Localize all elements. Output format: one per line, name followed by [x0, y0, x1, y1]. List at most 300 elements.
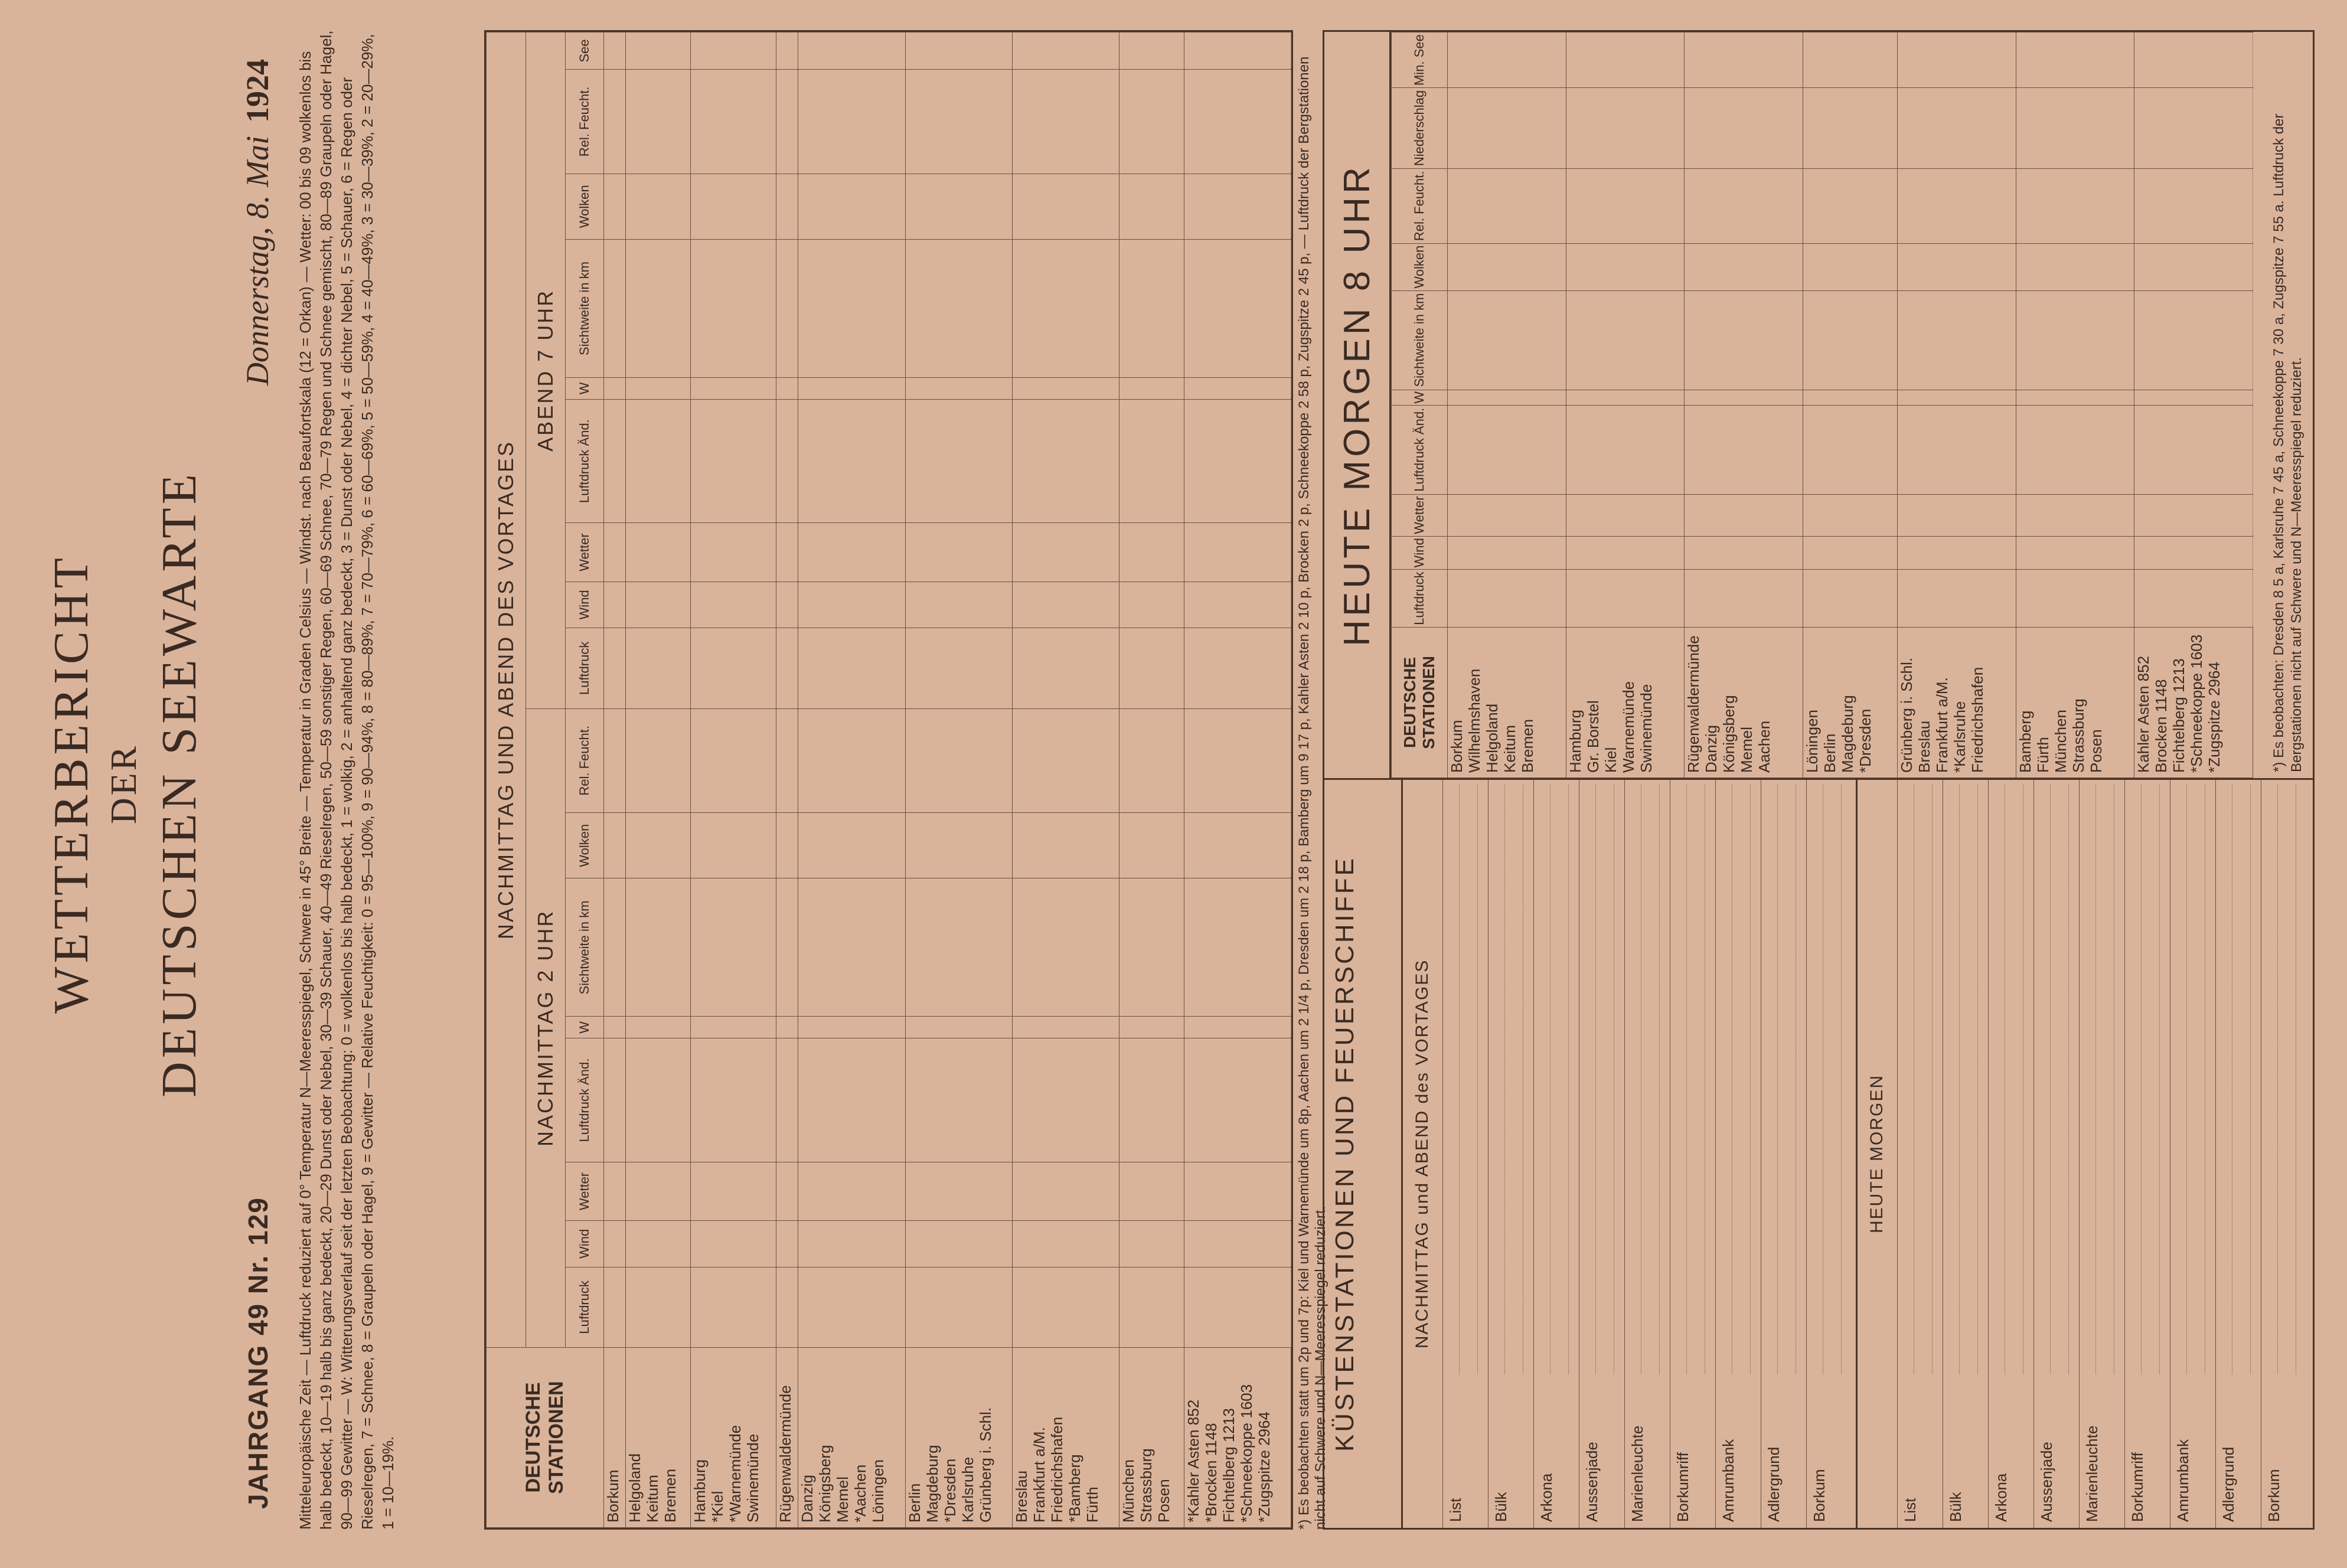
entry-line [2141, 785, 2142, 1374]
data-cell [604, 1162, 626, 1220]
morning-data-cell [1448, 570, 1566, 628]
station-name: Königsberg [816, 1445, 834, 1523]
station-name: Memel [834, 1476, 852, 1523]
morning-data-cell [1898, 536, 2016, 570]
entry-line [1459, 785, 1460, 1374]
morning-data-cell [1448, 243, 1566, 290]
data-cell [1012, 708, 1119, 812]
title-line-1: WETTERBERICHT [44, 554, 99, 1014]
data-cell [604, 1220, 626, 1267]
data-cell [798, 1038, 905, 1162]
coastal-station-name: Aussenjade [1583, 1442, 1601, 1522]
morning-station-name: Helgoland [1483, 703, 1501, 773]
data-cell [690, 582, 776, 628]
morning-stations-header: DEUTSCHE STATIONEN [1392, 628, 1448, 778]
entry-line [1777, 785, 1778, 1374]
data-cell [604, 523, 626, 582]
station-name: *Brocken 1148 [1202, 1423, 1220, 1523]
top-table [484, 30, 1293, 1530]
data-cell [604, 1017, 626, 1038]
station-name: Karlsruhe [958, 1456, 977, 1523]
morning-data-cell [1685, 536, 1803, 570]
station-name: *Zugspitze 2964 [1255, 1412, 1273, 1523]
morning-col-header: Rel. Feucht. [1392, 168, 1448, 243]
morning-data-cell [1685, 494, 1803, 536]
morning-data-cell [1448, 168, 1566, 243]
morning-data-cell [1898, 494, 2016, 536]
stations-header: DEUTSCHE STATIONEN [487, 1348, 604, 1528]
data-cell [776, 582, 798, 628]
morning-data-cell [1448, 536, 1566, 570]
data-cell [776, 70, 798, 174]
morning-station-name: Berlin [1820, 733, 1839, 773]
morning-data-cell [1803, 290, 1898, 390]
data-cell [1119, 239, 1184, 377]
morning-data-cell [2016, 243, 2134, 290]
data-cell [1119, 1267, 1184, 1347]
data-cell [626, 70, 690, 174]
station-group-names [776, 1348, 798, 1528]
station-group-names [1012, 1348, 1119, 1528]
data-cell [690, 70, 776, 174]
data-cell [1012, 878, 1119, 1017]
coastal-station-name: List [1901, 1498, 1919, 1522]
data-cell [1012, 1267, 1119, 1347]
data-cell [776, 399, 798, 523]
morning-data-cell [2016, 290, 2134, 390]
data-cell [905, 1267, 1012, 1347]
data-cell [905, 239, 1012, 377]
morning-data-cell [1448, 405, 1566, 494]
coastal-station-name: Marienleuchte [1628, 1425, 1646, 1522]
data-cell [776, 813, 798, 878]
data-cell [1119, 523, 1184, 582]
coastal-row [2124, 780, 2170, 1528]
col-header-eve-4: W [566, 378, 604, 400]
data-cell [604, 628, 626, 708]
coastal-row [2215, 780, 2261, 1528]
data-cell [1184, 70, 1291, 174]
data-cell [1012, 70, 1119, 174]
coastal-row [1897, 780, 1943, 1528]
col-header-aft-2: Wetter [566, 1162, 604, 1220]
data-cell [798, 628, 905, 708]
morning-group-row [1803, 32, 1898, 778]
data-cell [604, 1267, 626, 1347]
data-cell [905, 399, 1012, 523]
coastal-station-name: Adlergrund [1765, 1446, 1783, 1522]
morning-station-name: Breslau [1915, 720, 1934, 773]
station-name: Rügenwaldermünde [776, 1385, 794, 1523]
entry-line [2068, 785, 2069, 1374]
data-cell [905, 1220, 1012, 1267]
evening-header: ABEND 7 UHR [526, 32, 566, 709]
morning-data-cell [1803, 405, 1898, 494]
station-name: Breslau [1012, 1470, 1030, 1523]
data-cell [798, 1267, 905, 1347]
data-cell [776, 1267, 798, 1347]
entry-line [2159, 785, 2160, 1374]
data-cell [1012, 1162, 1119, 1220]
morning-data-cell [1566, 290, 1685, 390]
station-group-row [798, 32, 905, 1528]
coastal-station-name: Bülk [1947, 1492, 1964, 1522]
data-cell [604, 582, 626, 628]
data-cell [690, 174, 776, 239]
station-group-names [604, 1348, 626, 1528]
data-cell [1012, 1017, 1119, 1038]
morning-station-name: München [2051, 710, 2069, 773]
data-cell [798, 878, 905, 1017]
morning-data-cell [2016, 88, 2134, 169]
morning-station-name: Kahler Asten 852 [2134, 655, 2153, 773]
morning-data-cell [2134, 570, 2253, 628]
coastal-row [2079, 780, 2125, 1528]
morning-station-name: Warnemünde [1619, 681, 1637, 773]
morning-data-cell [1898, 290, 2016, 390]
station-name: *Dresden [941, 1458, 959, 1523]
data-cell [1119, 378, 1184, 400]
afternoon-evening-table [486, 32, 1291, 1528]
data-cell [905, 1162, 1012, 1220]
data-cell [905, 1038, 1012, 1162]
morning-data-cell [1448, 494, 1566, 536]
morning-station-name: Kiel [1601, 747, 1620, 773]
station-name: Magdeburg [923, 1445, 941, 1523]
data-cell [604, 174, 626, 239]
coastal-section-1-title: NACHMITTAG und ABEND des VORTAGES [1412, 959, 1432, 1349]
data-cell [690, 708, 776, 812]
data-cell [1119, 1220, 1184, 1267]
morning-station-name: Friedrichshafen [1969, 667, 1987, 773]
morning-station-name: Keitum [1501, 725, 1519, 773]
morning-data-cell [2134, 88, 2253, 169]
morning-station-name: Bamberg [2016, 710, 2034, 773]
station-group-row [604, 32, 626, 1528]
data-cell [905, 32, 1012, 70]
coastal-station-name: Adlergrund [2219, 1446, 2237, 1522]
data-cell [1119, 70, 1184, 174]
morning-data-cell [1898, 88, 2016, 169]
station-group-names [798, 1348, 905, 1528]
morning-station-name: Wilhelmshaven [1465, 668, 1483, 773]
data-cell [776, 1162, 798, 1220]
entry-line [1750, 785, 1751, 1374]
coastal-station-name: Borkum [1810, 1469, 1828, 1522]
morning-panel [1324, 32, 2313, 778]
data-cell [604, 399, 626, 523]
coastal-station-name: Bülk [1492, 1492, 1510, 1522]
morning-data-cell [2134, 390, 2253, 405]
data-cell [776, 1038, 798, 1162]
col-header-aft-5: Sichtweite in km [566, 878, 604, 1017]
entry-line [1477, 785, 1478, 1374]
data-cell [604, 70, 626, 174]
data-cell [776, 708, 798, 812]
data-cell [798, 239, 905, 377]
data-cell [626, 1038, 690, 1162]
morning-station-name: *Schneekoppe 1603 [2188, 634, 2206, 773]
data-cell [905, 813, 1012, 878]
morning-data-cell [1685, 390, 1803, 405]
data-cell [1012, 239, 1119, 377]
station-name: Löningen [869, 1459, 887, 1523]
morning-data-cell [1898, 32, 2016, 88]
morning-col-header: Niederschlag [1392, 88, 1448, 169]
station-name: *Kahler Asten 852 [1184, 1399, 1202, 1523]
data-cell [626, 878, 690, 1017]
morning-col-header: Luftdruck [1392, 570, 1448, 628]
data-cell [798, 582, 905, 628]
station-name: Strassburg [1137, 1448, 1155, 1523]
data-cell [690, 813, 776, 878]
morning-data-cell [2016, 494, 2134, 536]
data-cell [690, 878, 776, 1017]
station-group-row [690, 32, 776, 1528]
data-cell [905, 174, 1012, 239]
morning-station-name: Brocken 1148 [2152, 679, 2170, 773]
data-cell [1012, 582, 1119, 628]
morning-station-name: Borkum [1448, 720, 1465, 773]
data-cell [776, 239, 798, 377]
morning-data-cell [1448, 390, 1566, 405]
data-cell [905, 70, 1012, 174]
morning-station-name: *Dresden [1856, 708, 1874, 773]
entry-line [1959, 785, 1960, 1374]
morning-data-cell [2134, 243, 2253, 290]
morning-data-cell [1803, 168, 1898, 243]
data-cell [1012, 399, 1119, 523]
morning-data-cell [2016, 32, 2134, 88]
morning-data-cell [1898, 390, 2016, 405]
data-cell [1184, 1038, 1291, 1162]
top-table-body [604, 32, 1291, 1528]
data-cell [604, 1038, 626, 1162]
data-cell [1119, 628, 1184, 708]
data-cell [604, 239, 626, 377]
morning-data-cell [1685, 570, 1803, 628]
morning-data-cell [1566, 570, 1685, 628]
morning-group-names [1898, 628, 2016, 778]
station-name: Grünberg i. Schl. [976, 1407, 994, 1523]
data-cell [1184, 378, 1291, 400]
morning-data-cell [1566, 494, 1685, 536]
data-cell [1184, 174, 1291, 239]
entry-line [1568, 785, 1569, 1374]
coastal-row [1943, 780, 1989, 1528]
coastal-row [1579, 780, 1625, 1528]
data-cell [1119, 708, 1184, 812]
afternoon-header: NACHMITTAG 2 UHR [526, 708, 566, 1347]
entry-line [1977, 785, 1978, 1374]
station-name: *Schneekoppe 1603 [1237, 1384, 1255, 1523]
morning-station-name: Hamburg [1566, 710, 1584, 773]
entry-line [2095, 785, 2096, 1374]
station-name: Bremen [661, 1468, 680, 1523]
coastal-row [2261, 780, 2307, 1528]
data-cell [776, 174, 798, 239]
entry-line [1932, 785, 1933, 1374]
morning-station-name: Rügenwaldermünde [1685, 635, 1703, 773]
data-cell [604, 708, 626, 812]
coastal-row [1442, 780, 1488, 1528]
morning-group-names [1803, 628, 1898, 778]
data-cell [798, 378, 905, 400]
morning-station-name: Posen [2087, 729, 2105, 773]
data-cell [690, 1162, 776, 1220]
title-line-3: DEUTSCHEN SEEWARTE [152, 471, 207, 1097]
coastal-station-name: Arkona [1538, 1473, 1555, 1522]
station-name: Frankfurt a/M. [1030, 1427, 1048, 1523]
morning-data-cell [1685, 168, 1803, 243]
data-cell [1119, 32, 1184, 70]
morning-data-cell [1448, 290, 1566, 390]
station-name: München [1119, 1459, 1138, 1523]
station-name: Fichtelberg 1213 [1219, 1408, 1238, 1523]
data-cell [690, 1267, 776, 1347]
morning-data-cell [1566, 32, 1685, 88]
coastal-row [1488, 780, 1534, 1528]
morning-group-row [1685, 32, 1803, 778]
morning-data-cell [1685, 405, 1803, 494]
coastal-row [1624, 780, 1670, 1528]
data-cell [690, 399, 776, 523]
data-cell [798, 523, 905, 582]
morning-data-cell [1685, 32, 1803, 88]
station-name: Friedrichshafen [1047, 1416, 1066, 1523]
col-header-eve-2: Wetter [566, 523, 604, 582]
morning-data-cell [2134, 494, 2253, 536]
data-cell [776, 378, 798, 400]
morning-station-name: Frankfurt a/M. [1933, 677, 1951, 773]
data-cell [1184, 1017, 1291, 1038]
col-header-eve-0: Luftdruck [566, 628, 604, 708]
coastal-row [2033, 780, 2080, 1528]
station-group-row [776, 32, 798, 1528]
entry-line [1686, 785, 1687, 1374]
morning-data-cell [1803, 536, 1898, 570]
col-header-aft-3: Luftdruck Änd. [566, 1038, 604, 1162]
station-group-names [905, 1348, 1012, 1528]
morning-data-cell [1566, 88, 1685, 169]
data-cell [798, 399, 905, 523]
morning-data-cell [1898, 570, 2016, 628]
col-header-eve-8: See [566, 32, 604, 70]
station-name: Fürth [1083, 1487, 1101, 1523]
coastal-station-name: Borkumriff [1674, 1452, 1692, 1522]
col-header-aft-7: Rel. Feucht. [566, 708, 604, 812]
morning-station-name: Memel [1738, 726, 1756, 773]
morning-data-cell [2134, 32, 2253, 88]
station-group-row [1119, 32, 1184, 1528]
data-cell [905, 628, 1012, 708]
top-footnote: *) Es beobachten statt um 2p und 7p: Kiel und Warnemünde um 8p, Aachen um 2 1/4 p, Dresden um 2 18 p, Bamberg um 9 17 p, Kahler Asten 2 10 p, Brocken 2 p, Schneekoppe 2 58 p, Zugspitze 2 45 p, — Luftdruck der Bergstationen nicht auf Schwere und N—Meeresspiegel reduziert. [1296, 56, 1328, 1530]
morning-group-row [1898, 32, 2016, 778]
data-cell [1012, 523, 1119, 582]
data-cell [1012, 813, 1119, 878]
morning-station-name: *Karlsruhe [1951, 701, 1969, 773]
morning-station-name: Magdeburg [1838, 695, 1856, 773]
morning-data-cell [2016, 390, 2134, 405]
column-header-row [566, 32, 604, 1528]
coastal-row [2170, 780, 2216, 1528]
data-cell [798, 174, 905, 239]
station-name: *Warnemünde [726, 1425, 744, 1523]
data-cell [626, 1267, 690, 1347]
title-line-2: DER [104, 744, 144, 824]
morning-data-cell [1803, 570, 1898, 628]
data-cell [776, 628, 798, 708]
data-cell [905, 1017, 1012, 1038]
morning-col-header: Wetter [1392, 494, 1448, 536]
morning-station-name: Swinemünde [1637, 684, 1655, 773]
data-cell [1184, 708, 1291, 812]
morning-station-name: Grünberg i. Schl. [1898, 657, 1916, 773]
morning-data-cell [1685, 88, 1803, 169]
morning-title: HEUTE MORGEN 8 UHR [1337, 164, 1377, 646]
data-cell [626, 523, 690, 582]
entry-line [2186, 785, 2187, 1374]
morning-station-name: Danzig [1702, 725, 1721, 773]
station-name: Hamburg [690, 1459, 709, 1523]
morning-table-wrap [1389, 32, 2253, 778]
morning-data-cell [2016, 405, 2134, 494]
data-cell [626, 813, 690, 878]
morning-data-cell [1448, 88, 1566, 169]
col-header-eve-6: Wolken [566, 174, 604, 239]
data-cell [690, 1017, 776, 1038]
data-cell [1184, 628, 1291, 708]
data-cell [798, 70, 905, 174]
legend-text: Mitteleuropäische Zeit — Luftdruck reduziert auf 0° Temperatur N—Meeresspiegel, Schwere in 45° Breite — Temperatur in Graden Celsius — Windst. nach Beaufortskala (12 = Orkan) — Wetter: 00 bis 09 wolkenlos bis halb bedeckt, 10—19 halb bis ganz bedeckt, 20—29 Dunst oder Nebel, 30—39 Schauer, 40—49 Rieselregen, 50—59 sonstiger Regen, 60—69 Schnee, 70—79 Regen und Schnee gemischt, 80—89 Graupeln oder Hagel, 90—99 Gewitter — W: Witterungsverlauf seit der letzten Beobachtung: 0 = wolkenlos bis halb bedeckt, 1 = wolkig, 2 = anhaltend ganz bedeckt, 3 = Dunst oder Nebel, 4 = dichter Nebel, 5 = Schauer, 6 = Regen oder Rieselregen, 7 = Schnee, 8 = Graupeln oder Hagel, 9 = Gewitter — Relative Feuchtigkeit: 0 = 95—100%, 9 = 90—94%, 8 = 80—89%, 7 = 70—79%, 6 = 60—69%, 5 = 50—59%, 4 = 40—49%, 3 = 30—39%, 2 = 20—29%, 1 = 10—19%. [296, 30, 397, 1530]
data-cell [1184, 813, 1291, 878]
coastal-row [1988, 780, 2034, 1528]
data-cell [604, 378, 626, 400]
morning-column-header-row [1392, 32, 1448, 778]
coastal-station-name: Arkona [1992, 1473, 2010, 1522]
data-cell [604, 878, 626, 1017]
data-cell [798, 708, 905, 812]
coastal-section-2 [1856, 780, 1899, 1528]
morning-data-cell [1898, 168, 2016, 243]
morning-col-header: Min. See [1392, 32, 1448, 88]
data-cell [626, 628, 690, 708]
data-cell [776, 878, 798, 1017]
morning-group-names [1685, 628, 1803, 778]
data-cell [626, 174, 690, 239]
data-cell [905, 523, 1012, 582]
morning-data-cell [1566, 168, 1685, 243]
morning-data-cell [1685, 243, 1803, 290]
coastal-row [1670, 780, 1716, 1528]
coastal-station-name: Aussenjade [2038, 1442, 2055, 1522]
bottom-section [1323, 30, 2315, 1530]
data-cell [776, 1220, 798, 1267]
morning-data-cell [2016, 570, 2134, 628]
data-cell [604, 32, 626, 70]
morning-station-name: Königsberg [1720, 695, 1738, 773]
station-group-names [626, 1348, 690, 1528]
col-header-eve-5: Sichtweite in km [566, 239, 604, 377]
data-cell [1119, 174, 1184, 239]
data-cell [1119, 1017, 1184, 1038]
data-cell [626, 239, 690, 377]
morning-group-row [2016, 32, 2134, 778]
data-cell [626, 582, 690, 628]
morning-data-cell [2134, 290, 2253, 390]
data-cell [626, 32, 690, 70]
station-name: Swinemünde [743, 1433, 762, 1523]
